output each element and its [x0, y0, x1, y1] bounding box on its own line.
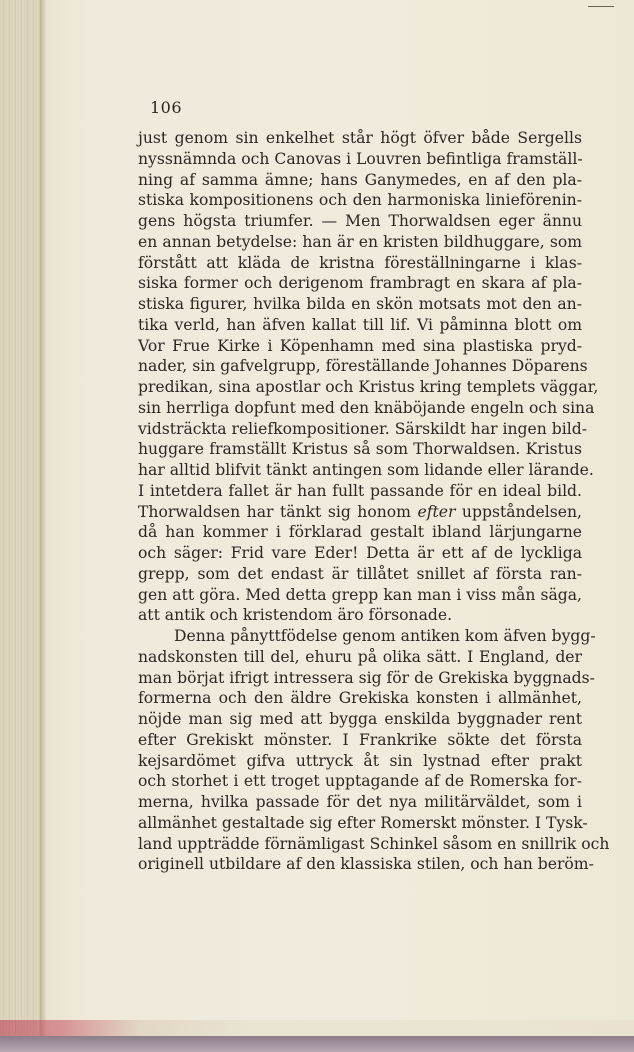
- text-line: gens högsta triumfer. — Men Thorwaldsen eger ännu: [138, 212, 582, 230]
- text-line-with-italic: [138, 502, 582, 523]
- corner-mark: [588, 6, 614, 7]
- text-line: merna, hvilka passade för det nya militärväldet, som i: [138, 793, 582, 811]
- page-gutter: [40, 0, 46, 1036]
- text-line: att antik och kristendom äro försonade.: [138, 606, 453, 625]
- text-line: predikan, sina apostlar och Kristus kring templets väggar,: [138, 378, 599, 396]
- text-line: just genom sin enkelhet står högt öfver både Sergells: [138, 129, 582, 147]
- text-line: land uppträdde förnämligast Schinkel såsom en snillrik och: [138, 834, 610, 853]
- text-line: och storhet i ett troget upptagande af de Romerska for-: [138, 772, 582, 791]
- text-line: formerna och den äldre Grekiska konsten i allmänhet,: [138, 689, 582, 708]
- scan-background: [0, 1036, 634, 1052]
- text-line: nadskonsten till del, ehuru på olika sätt. I England, der: [138, 647, 582, 666]
- text-line: förstått att kläda de kristna föreställningarne i klas-: [138, 253, 582, 272]
- text-line: en annan betydelse: han är en kristen bildhuggare, som: [138, 232, 582, 251]
- text-line: vidsträckta reliefkompositioner. Särskildt har ingen bild-: [138, 419, 587, 438]
- italic-word: efter: [417, 502, 456, 521]
- text-line: och säger: Frid vare Eder! Detta är ett af de lyckliga: [138, 544, 582, 562]
- text-line: tika verld, han äfven kallat till lif. Vi påminna blott om: [138, 315, 582, 334]
- text-line: originell utbildare af den klassiska stilen, och han beröm-: [138, 855, 594, 874]
- text-line: sin herrliga dopfunt med den knäböjande engeln och sina: [138, 398, 595, 417]
- text-line: man börjat ifrigt intressera sig för de Grekiska byggnads-: [138, 668, 595, 687]
- text-line: efter Grekiskt mönster. I Frankrike sökte det första: [138, 730, 582, 749]
- text-line: stiska figurer, hvilka bilda en skön motsats mot den an-: [138, 295, 582, 313]
- text-line: nöjde man sig med att bygga enskilda byggnader rent: [138, 710, 582, 728]
- text-line: Denna pånyttfödelse genom antiken kom äfven bygg-: [174, 627, 596, 645]
- text-line: nyssnämnda och Canovas i Louvren befintliga framställ-: [138, 149, 583, 168]
- text-line: siska former och derigenom frambragt en skara af pla-: [138, 274, 582, 293]
- text-line: huggare framställt Kristus så som Thorwaldsen. Kristus: [138, 440, 582, 459]
- text-run: Thorwaldsen har tänkt sig honom: [138, 502, 418, 521]
- page-number: 106: [150, 98, 183, 117]
- body-text: [138, 128, 610, 875]
- book-spine: [0, 0, 44, 1036]
- text-line: gen att göra. Med detta grepp kan man i viss mån säga,: [138, 585, 582, 604]
- text-line: allmänhet gestaltade sig efter Romerskt mönster. I Tysk-: [138, 813, 588, 832]
- text-line: grepp, som det endast är tillåtet snillet af första ran-: [138, 564, 582, 583]
- text-line: I intetdera fallet är han fullt passande för en ideal bild.: [138, 481, 582, 500]
- page-bottom-edge: [0, 1020, 634, 1036]
- text-line: stiska kompositionens och den harmoniska linieförenin-: [138, 191, 582, 210]
- text-line: kejsardömet gifva uttryck åt sin lystnad efter prakt: [138, 751, 582, 770]
- text-line: då han kommer i förklarad gestalt ibland lärjungarne: [138, 523, 582, 542]
- text-line: ning af samma ämne; hans Ganymedes, en af den pla-: [138, 170, 582, 189]
- text-line: nader, sin gafvelgrupp, föreställande Johannes Döparens: [138, 357, 588, 376]
- text-line: Vor Frue Kirke i Köpenhamn med sina plastiska pryd-: [138, 336, 582, 355]
- text-run: uppståndelsen,: [455, 502, 582, 521]
- text-line: har alltid blifvit tänkt antingen som lidande eller lärande.: [138, 461, 594, 479]
